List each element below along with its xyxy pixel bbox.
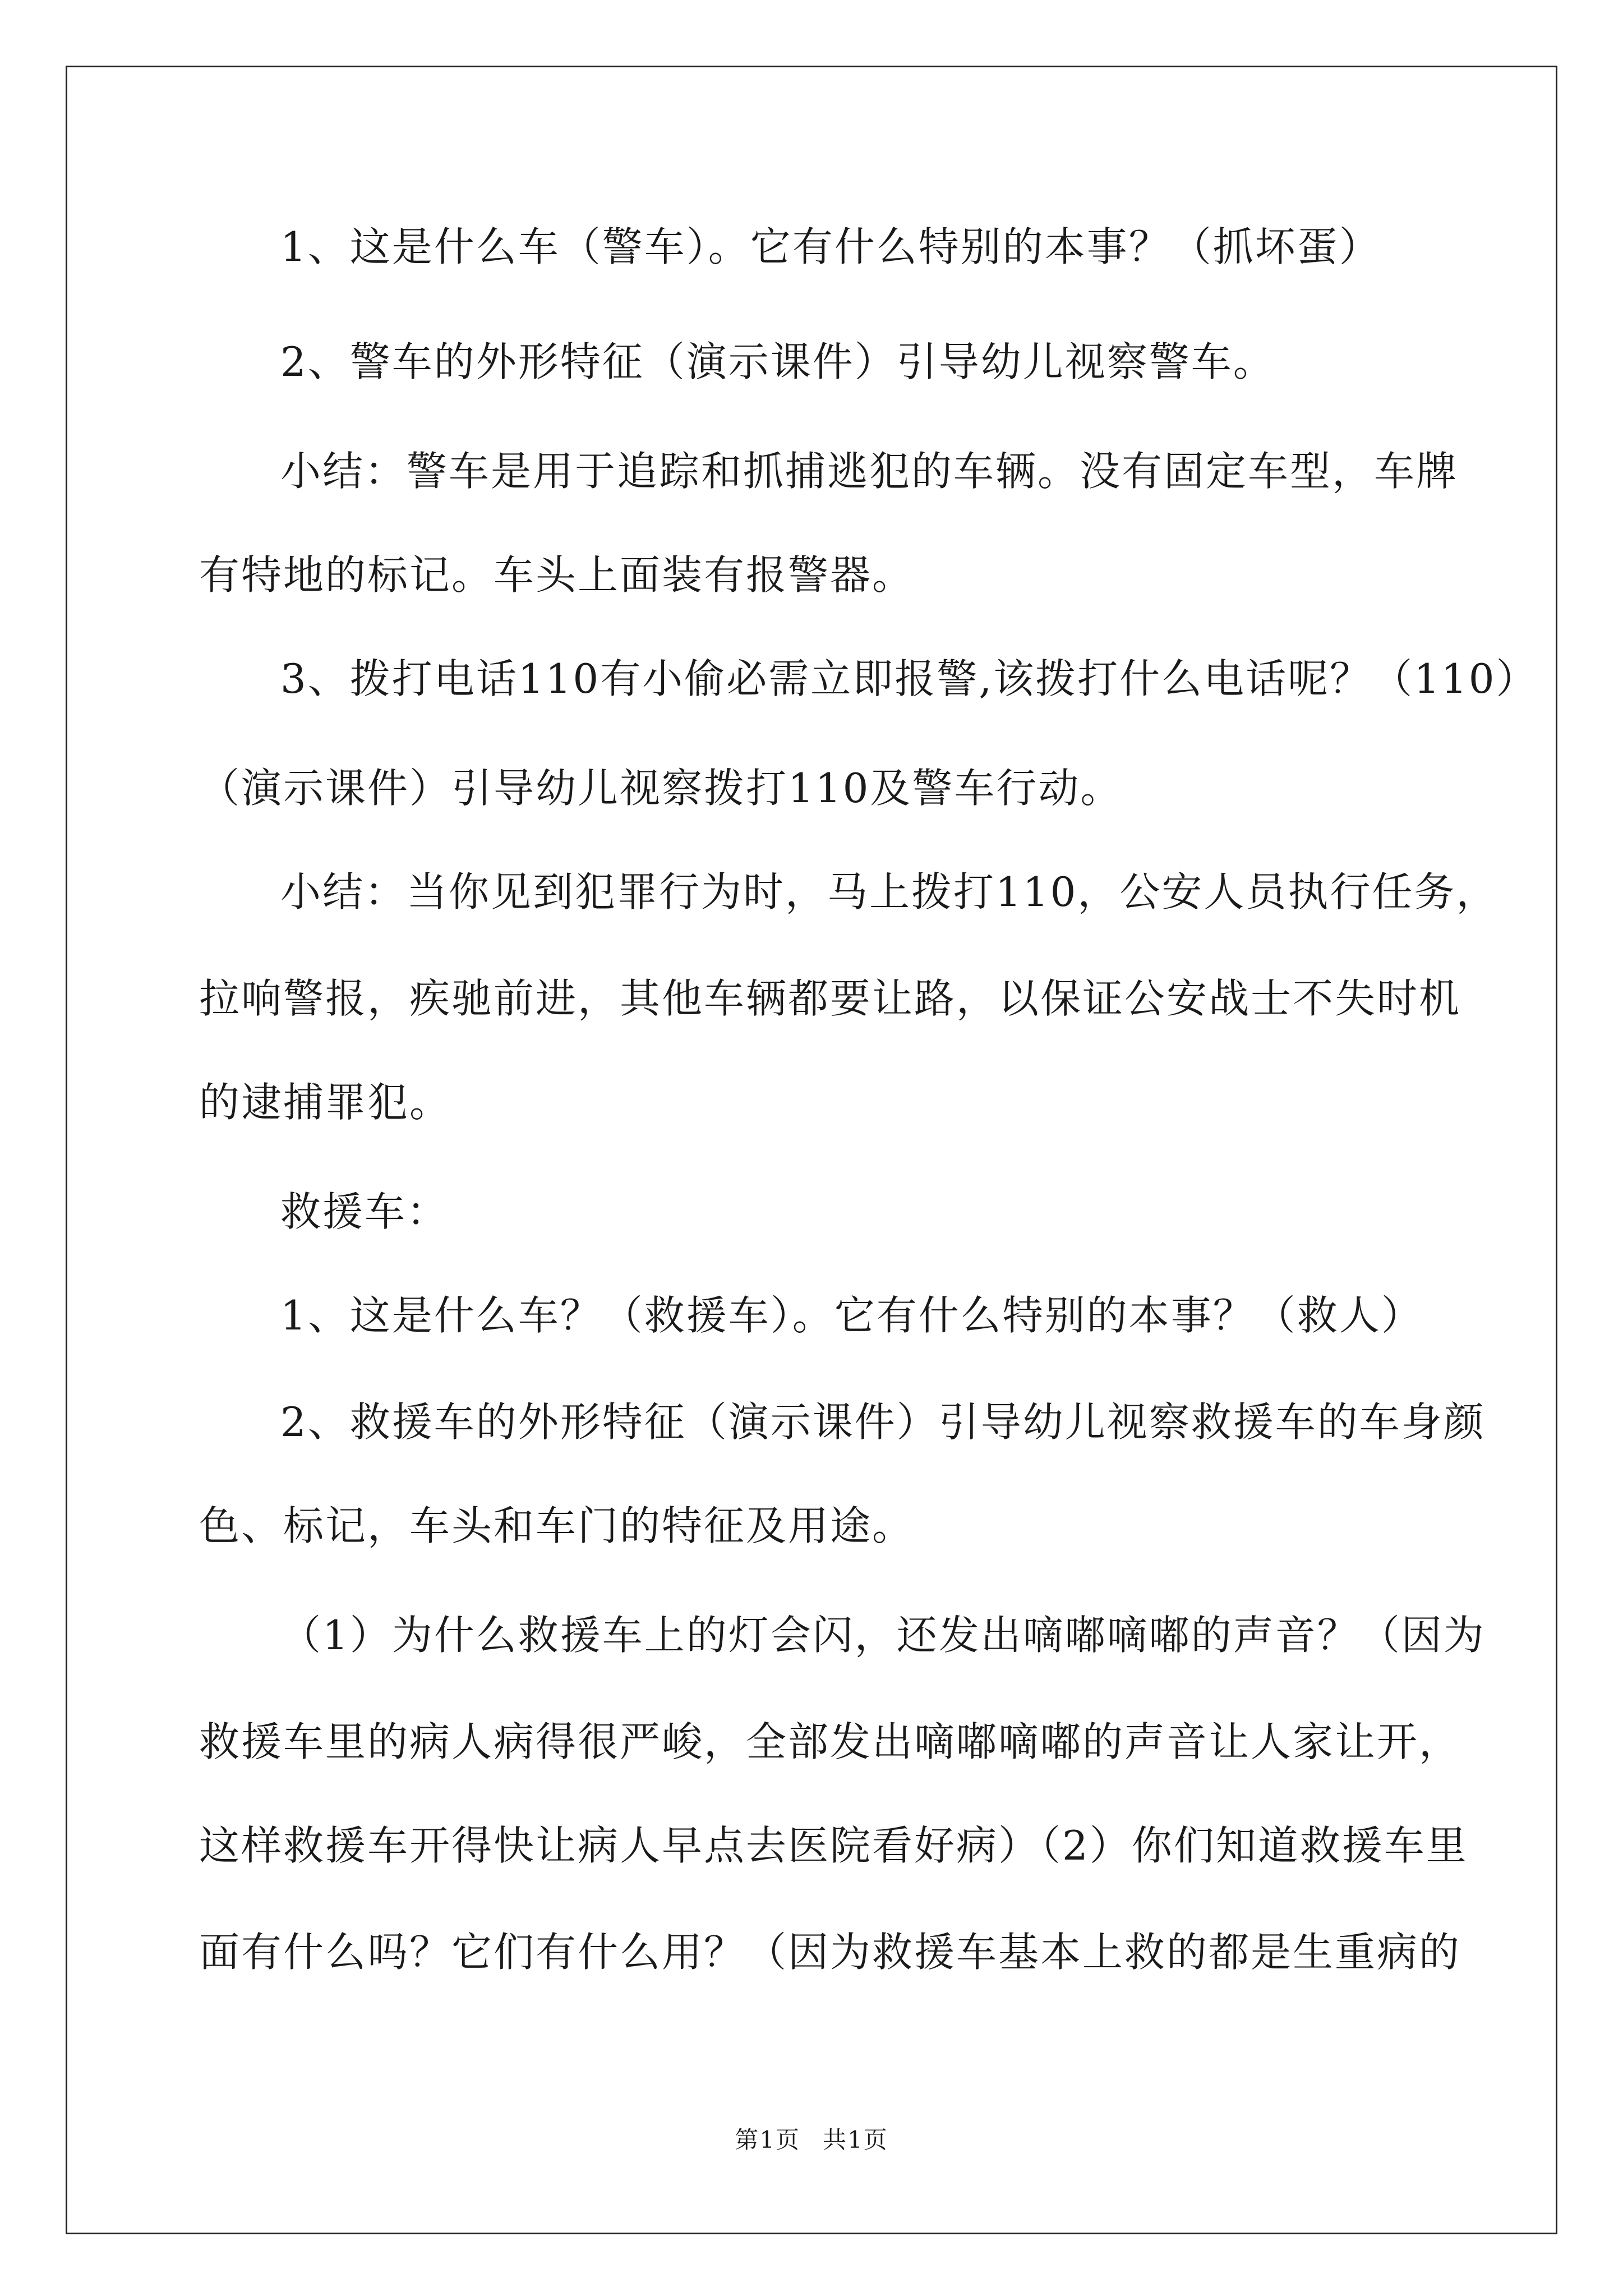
paragraph-line: 色、标记，车头和车门的特征及用途。: [199, 1502, 915, 1549]
paragraph-line: 1、这是什么车？（救援车）。它有什么特别的本事？（救人）: [280, 1292, 1423, 1339]
paragraph-line: 小结：当你见到犯罪行为时，马上拨打110，公安人员执行任务，: [280, 868, 1498, 915]
page-footer: [0, 2123, 1623, 2157]
paragraph-line: 这样救援车开得快让病人早点去医院看好病）（2）你们知道救援车里: [199, 1822, 1468, 1869]
section-heading: 救援车：: [280, 1188, 449, 1235]
paragraph-line: 有特地的标记。车头上面装有报警器。: [199, 551, 915, 599]
paragraph-line: 拉响警报，疾驰前进，其他车辆都要让路，以保证公安战士不失时机: [199, 975, 1461, 1022]
paragraph-line: （演示课件）引导幼儿视察拨打110及警车行动。: [199, 765, 1123, 812]
page-number: 第1页: [735, 2126, 800, 2154]
paragraph-line: 小结：警车是用于追踪和抓捕逃犯的车辆。没有固定车型，车牌: [280, 448, 1459, 495]
page-total: 共1页: [823, 2126, 888, 2154]
paragraph-line: 3、拨打电话110有小偷必需立即报警,该拨打什么电话呢？（110）: [280, 655, 1538, 702]
paragraph-line: 面有什么吗？它们有什么用？（因为救援车基本上救的都是生重病的: [199, 1929, 1461, 1976]
paragraph-line: 救援车里的病人病得很严峻，全部发出嘀嘟嘀嘟的声音让人家让开，: [199, 1718, 1461, 1765]
paragraph-line: 1、这是什么车（警车）。它有什么特别的本事？（抓坏蛋）: [280, 223, 1381, 270]
paragraph-line: 2、警车的外形特征（演示课件）引导幼儿视察警车。: [280, 338, 1275, 385]
paragraph-line: 2、救援车的外形特征（演示课件）引导幼儿视察救援车的车身颜: [280, 1398, 1486, 1446]
page-border: [66, 66, 1557, 2234]
paragraph-line: 的逮捕罪犯。: [199, 1079, 452, 1126]
paragraph-line: （1）为什么救援车上的灯会闪，还发出嘀嘟嘀嘟的声音？（因为: [280, 1612, 1486, 1659]
